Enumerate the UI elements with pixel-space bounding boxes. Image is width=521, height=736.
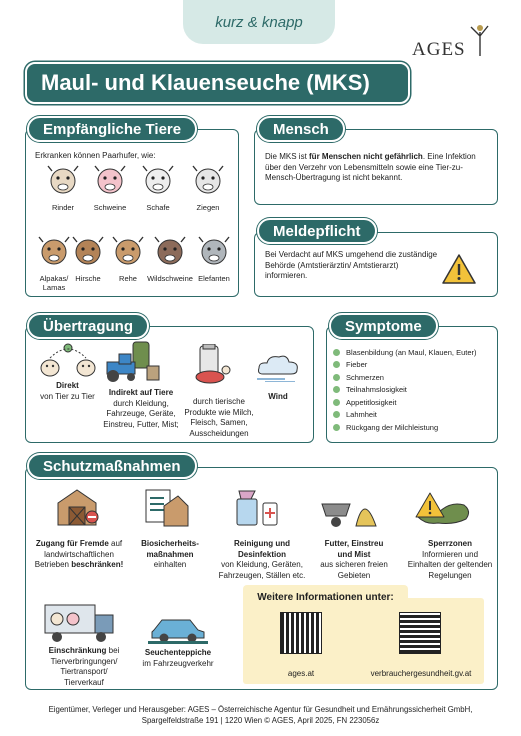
symptom-label: Appetitlosigkeit bbox=[346, 397, 397, 407]
symptom-list bbox=[333, 346, 495, 434]
info-title: Weitere Informationen unter: bbox=[243, 585, 408, 609]
animal-label: Schafe bbox=[146, 203, 170, 212]
animal-item bbox=[146, 233, 194, 283]
footer-line2: Spargelfeldstraße 191 | 1220 Wien © AGES, April 2025, FN 223056z bbox=[141, 716, 380, 725]
symptom-label: Teilnahmslosigkeit bbox=[346, 385, 407, 395]
animal-item bbox=[39, 162, 87, 212]
roe-deer-icon bbox=[110, 233, 146, 267]
futter-text: Futter, Einstreu und Mist aus sicheren freien Gebieten bbox=[320, 539, 388, 580]
tiere-intro: Erkranken können Paarhufer, wie: bbox=[35, 151, 156, 160]
indirekt-label-b: durch tierische Produkte wie Milch, Fleisch, Samen, Ausscheidungen bbox=[184, 397, 254, 438]
cows-virus-icon bbox=[38, 342, 98, 378]
cow-icon bbox=[45, 162, 81, 196]
animal-label: Ziegen bbox=[196, 203, 220, 212]
bullet-dot-icon bbox=[333, 349, 340, 356]
link-ages[interactable]: ages.at bbox=[287, 669, 315, 678]
animal-label: Rinder bbox=[51, 203, 75, 212]
footer-line1: Eigentümer, Verleger und Herausgeber: AGES – Österreichische Agentur für Gesundheit und Ernährungssicherheit GmbH, bbox=[48, 705, 473, 714]
truck-animals-icon bbox=[43, 603, 117, 643]
pig-icon bbox=[92, 162, 128, 196]
footer bbox=[0, 704, 521, 726]
wheelbarrow-hay-icon bbox=[320, 490, 380, 530]
top-tab bbox=[183, 0, 335, 44]
bullet-dot-icon bbox=[333, 399, 340, 406]
ages-logo-figure-icon bbox=[468, 22, 490, 58]
symptom-label: Rückgang der Milchleistung bbox=[346, 422, 439, 432]
sheep-icon bbox=[140, 162, 176, 196]
melde-heading: Meldepflicht bbox=[257, 218, 377, 244]
animal-item bbox=[104, 233, 152, 283]
austria-warning-icon bbox=[414, 491, 474, 531]
disinfect-icon bbox=[231, 485, 287, 529]
symptom-label: Fieber bbox=[346, 360, 368, 370]
symptom-item bbox=[333, 384, 495, 397]
indirekt-label-a: Indirekt auf Tiere durch Kleidung, Fahrzeuge, Geräte, Einstreu, Futter, Mist; bbox=[103, 388, 179, 429]
symptom-item bbox=[333, 421, 495, 434]
symptom-label: Blasenbildung (an Maul, Klauen, Euter) bbox=[346, 347, 477, 357]
warning-icon bbox=[441, 253, 477, 285]
schutz-heading: Schutzmaßnahmen bbox=[27, 453, 197, 479]
symptom-item bbox=[333, 359, 495, 372]
qr-code-verbraucher[interactable] bbox=[400, 613, 440, 653]
animal-item bbox=[184, 162, 232, 212]
animal-label: Alpakas/ Lamas bbox=[39, 274, 69, 292]
qr-code-ages[interactable] bbox=[281, 613, 321, 653]
symptom-item bbox=[333, 346, 495, 359]
page-title: Maul- und Klauenseuche (MKS) bbox=[41, 70, 370, 95]
animal-item bbox=[86, 162, 134, 212]
bullet-dot-icon bbox=[333, 386, 340, 393]
uebertragung-heading: Übertragung bbox=[27, 313, 149, 339]
animal-item bbox=[190, 233, 238, 283]
logo-text: AGES bbox=[412, 39, 466, 60]
link-verbraucher[interactable]: verbrauchergesundheit.gv.at bbox=[370, 669, 472, 678]
symptom-item bbox=[333, 371, 495, 384]
tractor-coat-icon bbox=[103, 340, 163, 384]
milk-meat-icon bbox=[188, 344, 232, 384]
animal-label: Wildschweine bbox=[147, 274, 193, 283]
einschr-text: Einschränkung bei Tierverbringungen/ Tiertransport/ Tierverkauf bbox=[48, 646, 120, 687]
animal-label: Schweine bbox=[93, 203, 127, 212]
animal-label: Hirsche bbox=[75, 274, 101, 283]
symptom-item bbox=[333, 396, 495, 409]
direkt-label: Direkt von Tier zu Tier bbox=[40, 381, 95, 401]
ages-logo bbox=[410, 22, 495, 62]
mensch-text: Die MKS ist für Menschen nicht gefährlich. Eine Infektion über den Verzehr von Lebensmitteln sowie eine Tier-zu-Mensch-Übertragung ist nicht bekannt. bbox=[265, 152, 476, 182]
barn-icon bbox=[52, 487, 102, 527]
bullet-dot-icon bbox=[333, 424, 340, 431]
elephant-icon bbox=[196, 233, 232, 267]
animal-label: Elefanten bbox=[198, 274, 230, 283]
tiere-heading: Empfängliche Tiere bbox=[27, 116, 197, 142]
bio-text: Biosicherheits-maßnahmen einhalten bbox=[141, 539, 199, 569]
melde-text: Bei Verdacht auf MKS umgehend die zuständige Behörde (Amtstierärztin/ Amtstierarzt) informieren. bbox=[265, 250, 438, 280]
animal-item bbox=[134, 162, 182, 212]
rein-text: Reinigung und Desinfektion von Kleidung, Geräten, Fahrzeugen, Ställen etc. bbox=[218, 539, 306, 580]
title-banner bbox=[25, 62, 410, 104]
animal-label: Rehe bbox=[119, 274, 137, 283]
boar-icon bbox=[152, 233, 188, 267]
mensch-heading: Mensch bbox=[257, 116, 345, 142]
symptome-heading: Symptome bbox=[329, 313, 438, 339]
zugang-text: Zugang für Fremde auf landwirtschaftlichen Betrieben beschränken! bbox=[34, 539, 124, 569]
bullet-dot-icon bbox=[333, 374, 340, 381]
wind-cloud-icon bbox=[255, 352, 301, 382]
goat-icon bbox=[190, 162, 226, 196]
deer-icon bbox=[70, 233, 106, 267]
symptom-label: Schmerzen bbox=[346, 372, 384, 382]
checklist-barn-icon bbox=[144, 486, 190, 528]
car-mat-icon bbox=[148, 612, 208, 644]
bullet-dot-icon bbox=[333, 361, 340, 368]
seuchen-text: Seuchenteppiche im Fahrzeugverkehr bbox=[142, 648, 214, 668]
tab-label: kurz & knapp bbox=[215, 13, 303, 31]
symptom-item bbox=[333, 409, 495, 422]
bullet-dot-icon bbox=[333, 411, 340, 418]
symptom-label: Lahmheit bbox=[346, 410, 377, 420]
sperr-text: Sperrzonen Informieren und Einhalten der geltenden Regelungen bbox=[407, 539, 493, 580]
wind-label: Wind bbox=[268, 392, 288, 401]
